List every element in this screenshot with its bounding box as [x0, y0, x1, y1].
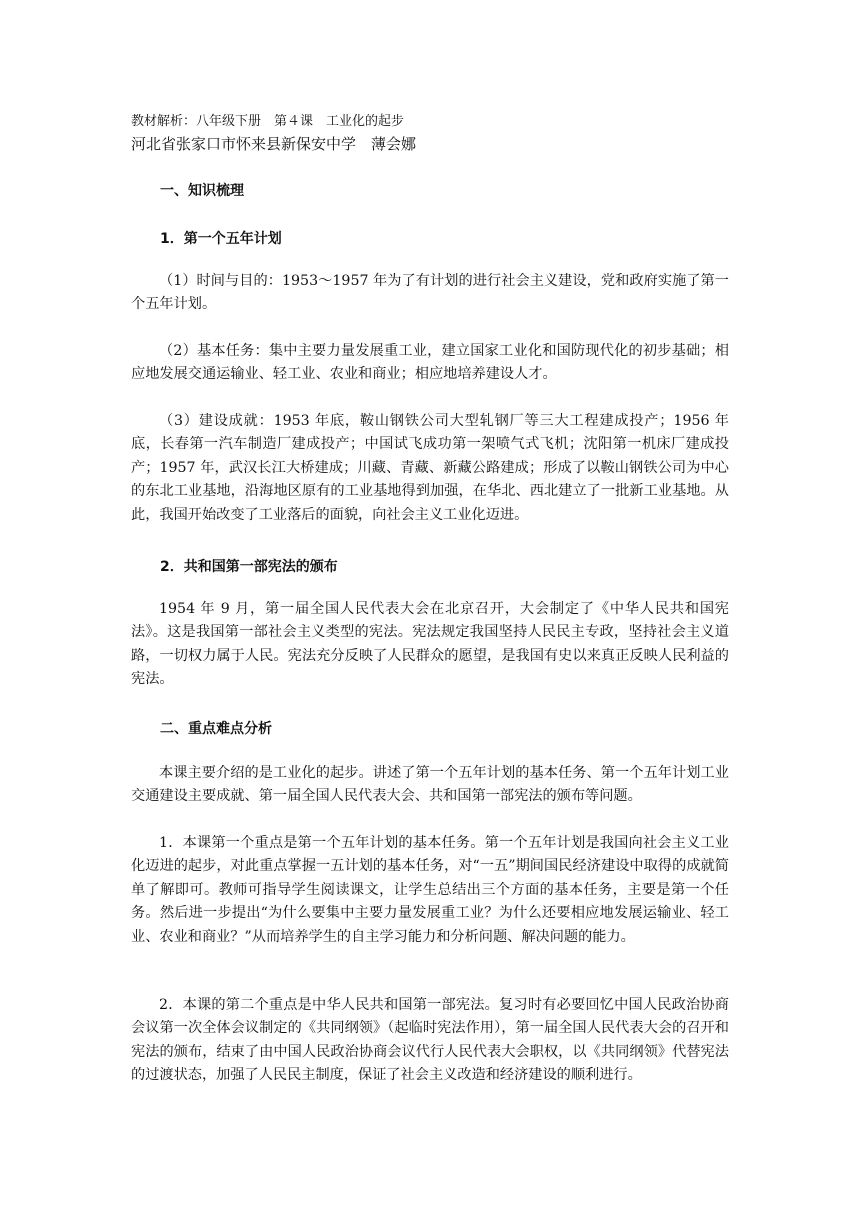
paragraph-basic-tasks: （2）基本任务：集中主要力量发展重工业，建立国家工业化和国防现代化的初步基础；相应地发展交通运输业、轻工业、农业和商业；相应地培养建设人才。	[131, 343, 729, 383]
paragraph-constitution: 1954 年 9 月，第一届全国人民代表大会在北京召开，大会制定了《中华人民共和国宪法》。这是我国第一部社会主义类型的宪法。宪法规定我国坚持人民民主专政，坚持社会主义道路，一切权力属于人民。宪法充分反映了人民群众的愿望，是我国有史以来真正反映人民利益的宪法。	[131, 601, 729, 688]
section-heading-knowledge: 一、知识梳理	[160, 183, 244, 199]
subheading-constitution: 2．共和国第一部宪法的颁布	[160, 559, 338, 575]
paragraph-overview: 本课主要介绍的是工业化的起步。讲述了第一个五年计划的基本任务、第一个五年计划工业交通建设主要成就、第一届全国人民代表大会、共和国第一部宪法的颁布等问题。	[131, 765, 729, 805]
paragraph-key-point-1: 1．本课第一个重点是第一个五年计划的基本任务。第一个五年计划是我国向社会主义工业化迈进的起步，对此重点掌握一五计划的基本任务，对“一五”期间国民经济建设中取得的成就简单了解即可。教师可指导学生阅读课文，让学生总结出三个方面的基本任务，主要是第一个任务。然后进一步提出“为什么要集中主要力量发展重工业？为什么还要相应地发展运输业、轻工业、农业和商业？”从而培养学生的自主学习能力和分析问题、解决问题的能力。	[131, 835, 729, 945]
subheading-five-year-plan: 1．第一个五年计划	[160, 231, 282, 247]
section-heading-key-points: 二、重点难点分析	[160, 721, 272, 737]
paragraph-achievements: （3）建设成就：1953 年底，鞍山钢铁公司大型轧钢厂等三大工程建成投产；1956 年底，长春第一汽车制造厂建成投产；中国试飞成功第一架喷气式飞机；沈阳第一机床厂建成投产；1957 年，武汉长江大桥建成；川藏、青藏、新藏公路建成；形成了以鞍山钢铁公司为中心的东北工业基地，沿海地区原有的工业基地得到加强，在华北、西北建立了一批新工业基地。从此，我国开始改变了工业落后的面貌，向社会主义工业化迈进。	[131, 413, 729, 523]
paragraph-time-purpose: （1）时间与目的：1953～1957 年为了有计划的进行社会主义建设，党和政府实施了第一个五年计划。	[131, 273, 729, 313]
document-subtitle: 教材解析：八年级下册 第４课 工业化的起步	[131, 114, 405, 129]
paragraph-key-point-2: 2．本课的第二个重点是中华人民共和国第一部宪法。复习时有必要回忆中国人民政治协商会议第一次全体会议制定的《共同纲领》（起临时宪法作用），第一届全国人民代表大会的召开和宪法的颁布，结束了由中国人民政治协商会议代行人民代表大会职权，以《共同纲领》代替宪法的过渡状态，加强了人民民主制度，保证了社会主义改造和经济建设的顺利进行。	[131, 997, 729, 1084]
author-line: 河北省张家口市怀来县新保安中学 薄会娜	[131, 135, 417, 153]
